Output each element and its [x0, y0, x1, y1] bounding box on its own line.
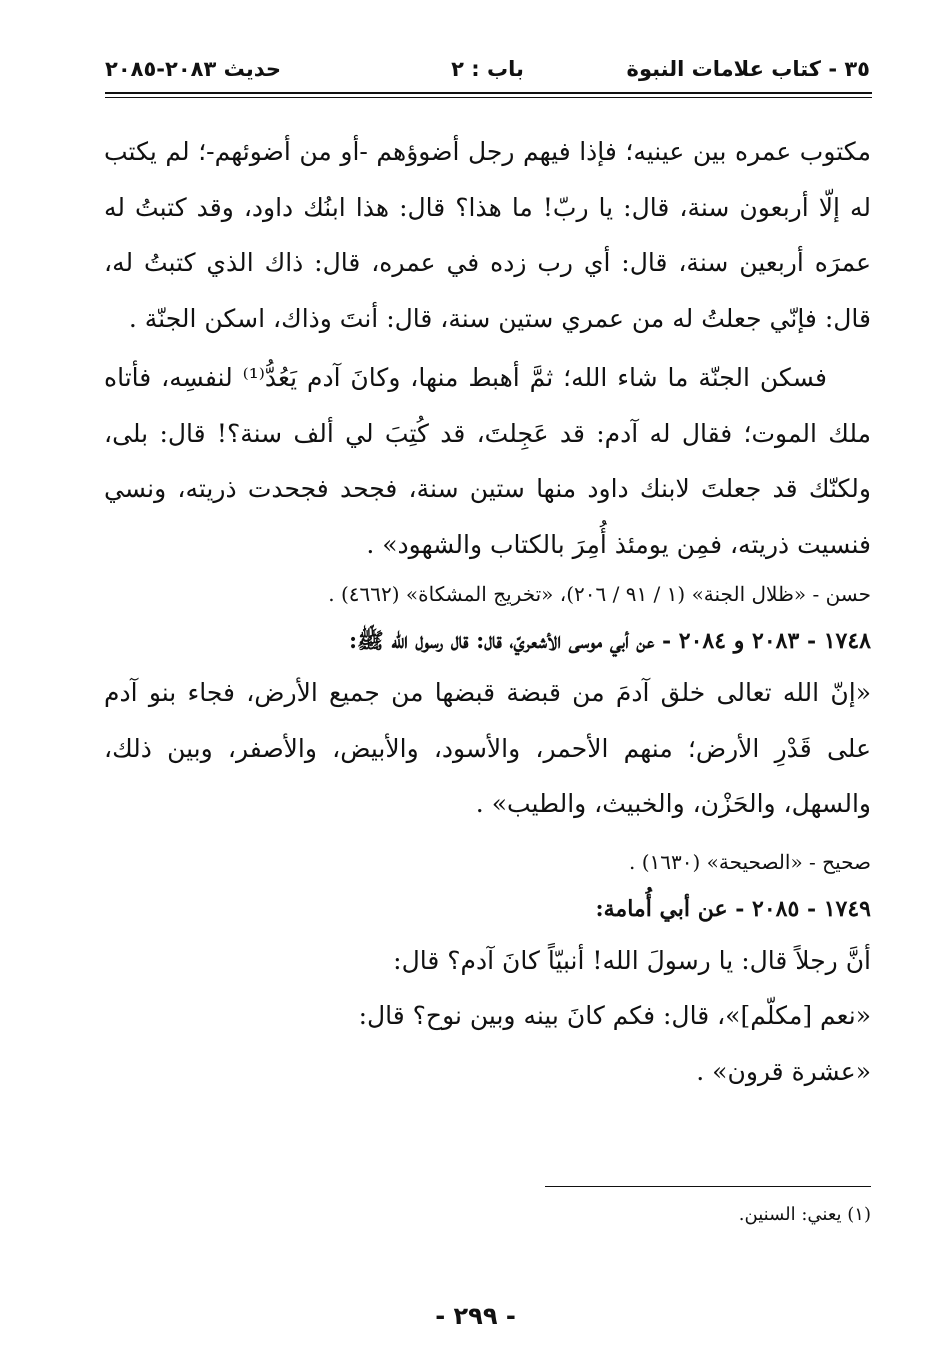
- dialogue-line-3: «عشرة قرون» .: [696, 1056, 871, 1086]
- header-section: باب : ٢: [451, 57, 524, 81]
- paragraph-3: «إنّ الله تعالى خلق آدمَ من قبضة قبضها من جميع الأرض، فجاء بنو آدم على قَدْرِ الأرض؛ منهم الأحمر، والأسود، والأبيض، والأصفر، وبين ذلك، والسهل، والحَزْن، والخبيث، والطيب» .: [104, 678, 871, 818]
- grading-note-1: حسن - «ظلال الجنة» (١ / ٩١ / ٢٠٦)، «تخريج المشكاة» (٤٦٦٢) .: [328, 582, 871, 606]
- dialogue-line-1: أنَّ رجلاً قال: يا رسولَ الله! أنبيّاً كانَ آدم؟ قال:: [393, 945, 871, 975]
- page-body: [104, 124, 871, 1099]
- dialogue-line-2: «نعم [مكلّم]»، قال: فكم كانَ بينه وبين نوح؟ قال:: [358, 1001, 871, 1030]
- running-header: [105, 55, 870, 91]
- header-chapter-title: ٣٥ - كتاب علامات النبوة: [626, 57, 870, 81]
- header-rule-thin: [105, 97, 872, 98]
- paragraph-1: مكتوب عمره بين عينيه؛ فإذا فيهم رجل أضوؤهم -أو من أضوئهم-؛ لم يكتب له إلّا أربعون سنة، قال: يا ربّ! ما هذا؟ قال: هذا ابنُك داود، وقد كتبتُ له عمرَه أربعين سنة، قال: أي رب زده في عمره، قال: ذاك الذي كتبتُ له، قال: فإنّي جعلتُ له من عمري ستين سنة، قال: أنتَ وذاك، اسكن الجنّة .: [104, 137, 871, 333]
- paragraph-2: فسكن الجنّة ما شاء الله؛ ثمَّ أهبط منها، وكانَ آدم يَعُدُّ⁽¹⁾ لنفسِه، فأتاه ملك الموت؛ فقال له آدم: قد عَجِلتَ، قد كُتِبَ لي ألف سنة؟! قال: بلى، ولكنّك قد جعلتَ لابنك داود منها ستين سنة، فجحد فجحدت ذريته، ونسي فنسيت ذريته، فمِن يومئذ أُمِرَ بالكتاب والشهود» .: [104, 363, 871, 559]
- grading-note-2: صحيح - «الصحيحة» (١٦٣٠) .: [628, 849, 871, 874]
- header-hadith-range: حديث ٢٠٨٣-٢٠٨٥: [105, 57, 281, 81]
- footnote-separator: [545, 1186, 871, 1187]
- hadith-heading-1749: ١٧٤٩ - ٢٠٨٥ - عن أبي أُمامة:: [595, 895, 871, 922]
- page-number: - ٢٩٩ -: [435, 1302, 516, 1330]
- hadith-heading-1748: ١٧٤٨ - ٢٠٨٣ و ٢٠٨٤ - عن أبي موسى الأشعريّ، قال: قال رسول الله ﷺ:: [348, 628, 871, 654]
- header-rule-thick: [105, 92, 872, 94]
- footnote: (١) يعني: السنين.: [738, 1204, 871, 1225]
